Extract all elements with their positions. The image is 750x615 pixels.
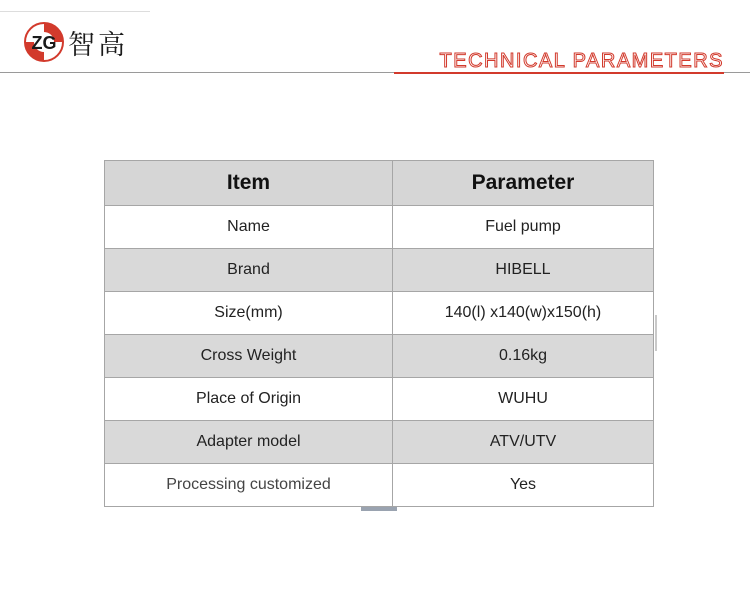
row-value-size: 140(l) x140(w)x150(h): [393, 292, 654, 335]
parameters-table-container: [104, 160, 654, 507]
row-item-adapter: Adapter model: [105, 421, 393, 464]
table-row: [105, 206, 654, 249]
row-value-origin: WUHU: [393, 378, 654, 421]
company-logo: [24, 22, 128, 62]
logo-chinese-text: 智高: [68, 29, 128, 61]
parameters-table: [104, 160, 654, 507]
table-row: [105, 464, 654, 507]
row-value-weight: 0.16kg: [393, 335, 654, 378]
table-header-row: [105, 161, 654, 206]
row-value-brand: HIBELL: [393, 249, 654, 292]
row-item-size: Size(mm): [105, 292, 393, 335]
zg-logo-icon: [24, 22, 64, 62]
table-row: [105, 249, 654, 292]
column-header-item: Item: [105, 161, 393, 206]
column-header-parameter: Parameter: [393, 161, 654, 206]
table-row: [105, 335, 654, 378]
title-underline: [394, 72, 724, 74]
row-value-processing: Yes: [393, 464, 654, 507]
bottom-marker: [361, 507, 397, 511]
page-title: TECHNICAL PARAMETERS: [439, 50, 724, 72]
row-value-adapter: ATV/UTV: [393, 421, 654, 464]
row-value-name: Fuel pump: [393, 206, 654, 249]
table-row: [105, 292, 654, 335]
table-row: [105, 378, 654, 421]
side-marker: [655, 315, 657, 351]
row-item-name: Name: [105, 206, 393, 249]
row-item-brand: Brand: [105, 249, 393, 292]
top-divider: [0, 11, 150, 12]
logo-letters: ZG: [31, 33, 57, 53]
row-item-weight: Cross Weight: [105, 335, 393, 378]
row-item-processing: Processing customized: [105, 464, 393, 507]
table-row: [105, 421, 654, 464]
row-item-origin: Place of Origin: [105, 378, 393, 421]
